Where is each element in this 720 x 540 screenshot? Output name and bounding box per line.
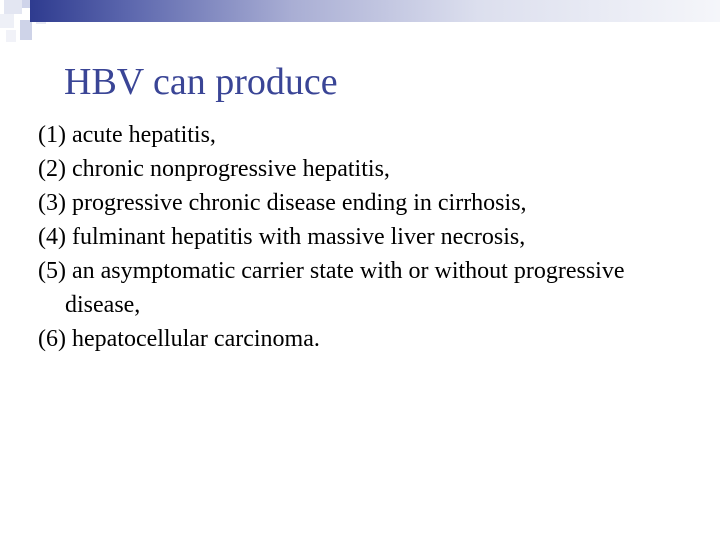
list-item: (4) fulminant hepatitis with massive liver necrosis,	[38, 224, 526, 250]
list-item: (1) acute hepatitis,	[38, 122, 216, 148]
decorative-square	[20, 20, 32, 40]
list-item: (6) hepatocellular carcinoma.	[38, 326, 320, 352]
decorative-square	[0, 14, 14, 28]
content-list	[38, 118, 698, 356]
decorative-square	[6, 30, 16, 42]
top-gradient-bar	[30, 0, 720, 22]
list-item: (3) progressive chronic disease ending in cirrhosis,	[38, 190, 527, 216]
decorative-square	[4, 0, 22, 14]
list-item: (5) an asymptomatic carrier state with or without progressive disease,	[38, 258, 625, 318]
slide-title: HBV can produce	[64, 61, 338, 103]
list-item: (2) chronic nonprogressive hepatitis,	[38, 156, 390, 182]
